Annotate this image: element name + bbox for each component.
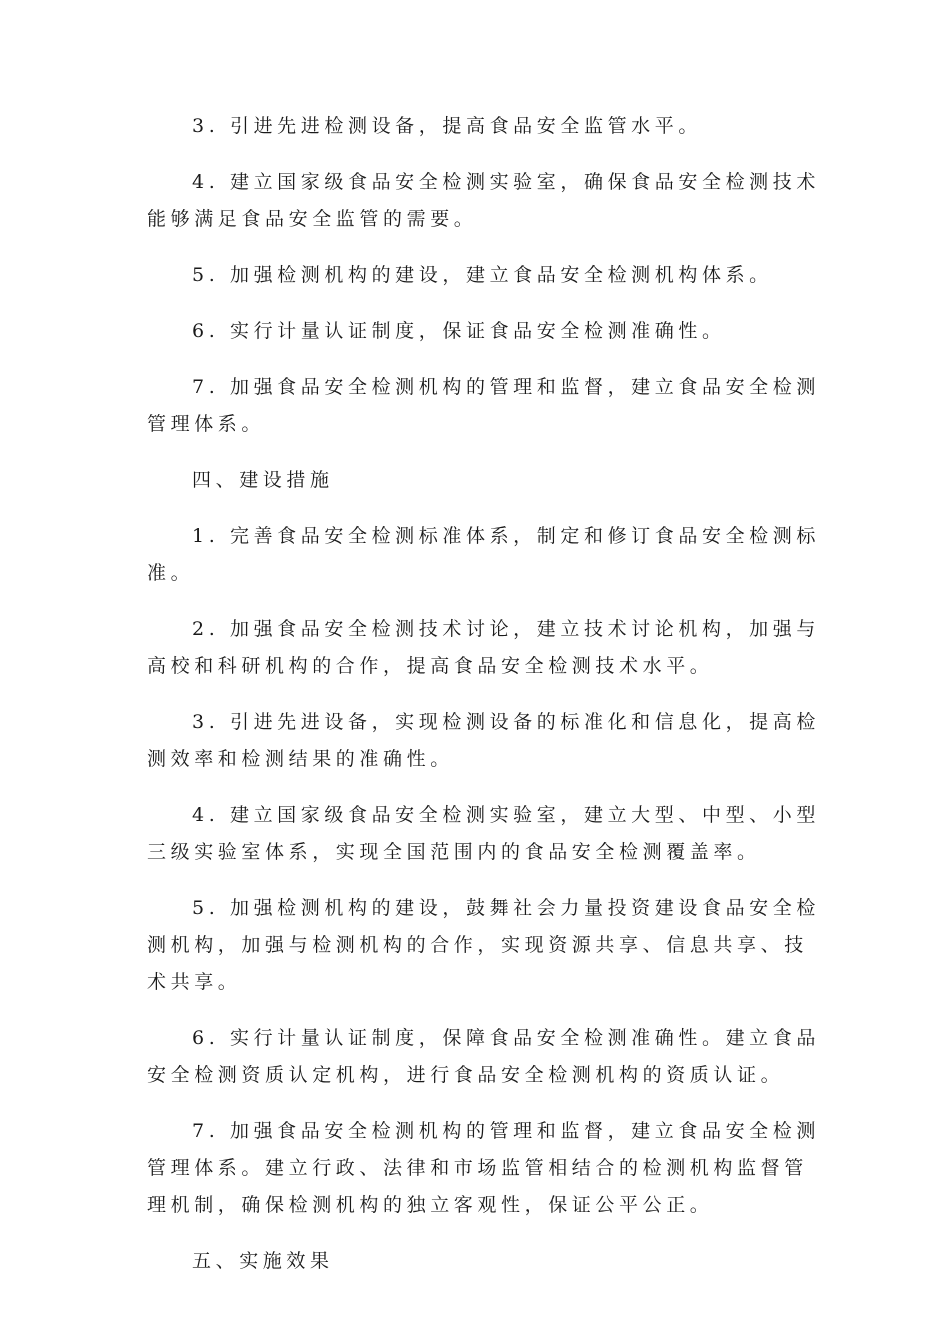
section-heading: 五、实施效果 (192, 1250, 334, 1272)
list-item: 3. 引进先进检测设备，提高食品安全监管水平。 (192, 115, 702, 137)
list-item: 1. 完善食品安全检测标准体系，制定和修订食品安全检测标准。 (147, 525, 820, 584)
list-item: 5. 加强检测机构的建设，建立食品安全检测机构体系。 (192, 264, 773, 286)
section-heading: 四、建设措施 (192, 469, 334, 491)
list-item: 6. 实行计量认证制度，保障食品安全检测准确性。建立食品安全检测资质认定机构，进行食品安全检测机构的资质认证。 (147, 1027, 820, 1086)
list-item: 2. 加强食品安全检测技术讨论，建立技术讨论机构，加强与高校和科研机构的合作，提高食品安全检测技术水平。 (147, 618, 820, 677)
list-item: 4. 建立国家级食品安全检测实验室，建立大型、中型、小型三级实验室体系，实现全国范围内的食品安全检测覆盖率。 (147, 804, 820, 863)
list-item: 4. 建立国家级食品安全检测实验室，确保食品安全检测技术能够满足食品安全监管的需要。 (147, 171, 820, 230)
list-item: 5. 加强检测机构的建设，鼓舞社会力量投资建设食品安全检测机构，加强与检测机构的合作，实现资源共享、信息共享、技术共享。 (147, 897, 820, 993)
list-item: 7. 加强食品安全检测机构的管理和监督，建立食品安全检测管理体系。 (147, 376, 820, 435)
list-item: 7. 加强食品安全检测机构的管理和监督，建立食品安全检测管理体系。建立行政、法律和市场监管相结合的检测机构监督管理机制，确保检测机构的独立客观性，保证公平公正。 (147, 1120, 820, 1216)
list-item: 6. 实行计量认证制度，保证食品安全检测准确性。 (192, 320, 726, 342)
document-body (147, 108, 827, 1299)
list-item: 3. 引进先进设备，实现检测设备的标准化和信息化，提高检测效率和检测结果的准确性。 (147, 711, 820, 770)
